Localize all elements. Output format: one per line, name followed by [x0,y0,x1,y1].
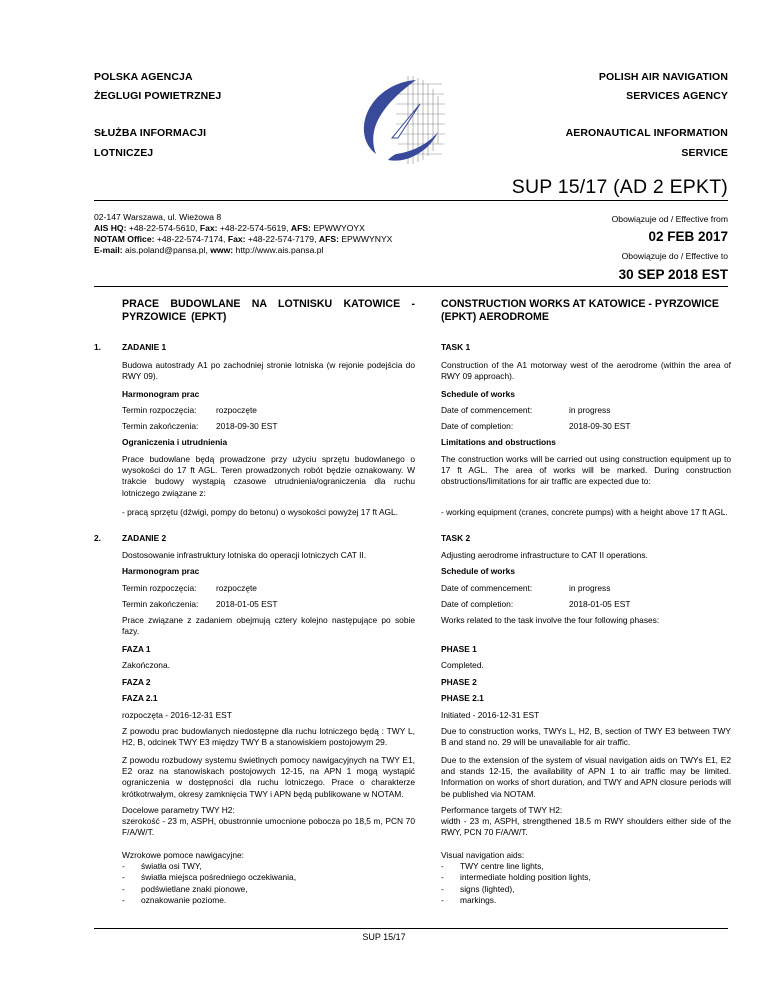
task1-schedule-pl: Harmonogram prac [122,389,200,399]
notam-office-line: NOTAM Office: +48-22-574-7174, Fax: +48-22-574-7179, AFS: EPWWYNYX [94,234,393,244]
list-item: - światła miejsca pośredniego oczekiwania, [122,872,415,883]
phase1-heading-en: PHASE 1 [441,644,477,654]
phase21-status-en: Initiated - 2016-12-31 EST [441,710,540,720]
task2-heading-en: TASK 2 [441,533,471,543]
list-item: - światła osi TWY, [122,861,415,872]
task1-end-value-en: 2018-09-30 EST [569,421,631,431]
org-name-en-line1: POLISH AIR NAVIGATION [598,71,728,83]
footer-page-id: SUP 15/17 [362,932,406,942]
email-link[interactable]: ais.poland@pansa.pl, [125,245,208,255]
phase21-closures-en: Due to construction works, TWYs L, H2, B, section of TWY E3 between TWY B and stand no. 29 will be unavailable for air traffic. [441,726,731,748]
task2-end-label-en: Date of completion: [441,599,514,609]
task1-schedule-en: Schedule of works [441,389,515,399]
effective-from-date: 02 FEB 2017 [648,229,728,244]
phase1-heading-pl: FAZA 1 [122,644,151,654]
task1-end-label-en: Date of completion: [441,421,514,431]
phase21-lighting-pl: Z powodu rozbudowy systemu świetlnych pomocy nawigacyjnych na TWY E1, E2 oraz na stanowiskach postojowych 12-15, na APN 1 mogą wystąpić ograniczenia w dostępności dla ruchu lotniczego. Prace o charakterze krótkotrwałym, okresy zamknięcia TWY i APN będą publikowane w NOTAM. [122,755,415,799]
visual-aids-title-en: Visual navigation aids: [441,850,525,860]
task1-limits-heading-pl: Ograniczenia i utrudnienia [122,437,228,447]
sup-identifier: SUP 15/17 (AD 2 EPKT) [511,176,728,198]
list-item: - podświetlane znaki pionowe, [122,884,415,895]
task1-limits-text-en: The construction works will be carried out using construction equipment up to 17 ft AGL. The area of works will be marked. During construction obstructions/limitations for air traffic are expected due to: [441,454,731,487]
task1-number: 1. [94,342,101,352]
footer-rule [94,928,728,929]
contact-block [94,212,474,256]
list-item: - markings. [441,895,731,906]
task1-equipment-en: - working equipment (cranes, concrete pumps) with a height above 17 ft AGL. [441,507,728,517]
task1-desc-pl: Budowa autostrady A1 po zachodniej stronie lotniska (w rejonie podejścia do RWY 09). [122,360,415,382]
phase21-status-pl: rozpoczęta - 2016-12-31 EST [122,710,232,720]
task1-start-label-pl: Termin rozpoczęcia: [122,405,197,415]
service-name-pl-line1: SŁUŻBA INFORMACJI [94,127,207,139]
task2-start-value-en: in progress [569,583,611,593]
task2-number: 2. [94,533,101,543]
visual-aids-en [441,850,731,906]
task2-desc-pl: Dostosowanie infrastruktury lotniska do operacji lotniczych CAT II. [122,550,367,560]
phase21-lighting-en: Due to the extension of the system of visual navigation aids on TWYs E1, E2 and stands 12-15, the availability of APN 1 to air traffic may be limited. Information on works of short duration, and TWY and APN closure periods will be published via NOTAM. [441,755,731,799]
effective-to-date: 30 SEP 2018 EST [618,267,728,282]
effective-to-label: Obowiązuje do / Effective to [621,251,728,261]
title-en: CONSTRUCTION WORKS AT KATOWICE - PYRZOWICE (EPKT) AERODROME [441,298,719,323]
task2-end-value-pl: 2018-01-05 EST [216,599,278,609]
service-name-en-line1: AERONAUTICAL INFORMATION [565,127,728,139]
task1-desc-en: Construction of the A1 motorway west of the aerodrome (within the area of RWY 09 approach). [441,360,731,382]
org-name-pl-line1: POLSKA AGENCJA [94,71,193,83]
pansa-logo-icon [358,74,446,166]
header-rule [94,200,728,201]
phase1-status-en: Completed. [441,660,484,670]
email-www-line: E-mail: ais.poland@pansa.pl, www: http://www.ais.pansa.pl [94,245,324,255]
phase21-heading-en: PHASE 2.1 [441,693,484,703]
task1-limits-text-pl: Prace budowlane będą prowadzone przy użyciu sprzętu budowlanego o wysokości do 17 ft AGL. Teren prowadzonych robót będzie oznakowany. W trakcie budowy wystąpią czasowe utrudnienia/ograniczenia dla ruchu lotniczego związane z: [122,454,415,498]
task2-heading-pl: ZADANIE 2 [122,533,167,543]
phase21-closures-pl: Z powodu prac budowlanych niedostępne dla ruchu lotniczego będą : TWY L, H2, B, odcinek TWY E3 między TWY B a stanowiskiem postojowym 29. [122,726,415,748]
phase1-status-pl: Zakończona. [122,660,170,670]
org-name-pl-line2: ŻEGLUGI POWIETRZNEJ [94,90,222,102]
task1-end-label-pl: Termin zakończenia: [122,421,199,431]
visual-aids-pl [122,850,415,906]
task1-start-label-en: Date of commencement: [441,405,533,415]
list-item: - intermediate holding position lights, [441,872,731,883]
www-link[interactable]: http://www.ais.pansa.pl [235,245,324,255]
task2-phases-intro-en: Works related to the task involve the four following phases: [441,615,660,625]
phase2-heading-pl: FAZA 2 [122,677,151,687]
list-item: - oznakowanie poziome. [122,895,415,906]
task1-heading-en: TASK 1 [441,342,471,352]
task2-start-value-pl: rozpoczęte [216,583,257,593]
validity-rule [94,286,728,287]
phase21-heading-pl: FAZA 2.1 [122,693,158,703]
task1-limits-heading-en: Limitations and obstructions [441,437,556,447]
service-name-en-line2: SERVICE [681,147,728,159]
address: 02-147 Warszawa, ul. Wieżowa 8 [94,212,222,222]
task1-start-value-pl: rozpoczęte [216,405,257,415]
title-pl: PRACE BUDOWLANE NA LOTNISKU KATOWICE - PYRZOWICE (EPKT) [122,298,415,323]
service-name-pl-line2: LOTNICZEJ [94,147,154,159]
task1-start-value-en: in progress [569,405,611,415]
task1-end-value-pl: 2018-09-30 EST [216,421,278,431]
twy-h2-targets-pl: Docelowe parametry TWY H2: szerokość - 23 m, ASPH, obustronnie umocnione pobocza po 18,5 m, PCN 70 F/A/W/T. [122,805,415,838]
task2-start-label-en: Date of commencement: [441,583,533,593]
task1-equipment-pl: - pracą sprzętu (dźwigi, pompy do betonu) o wysokości powyżej 17 ft AGL. [122,507,399,517]
task1-heading-pl: ZADANIE 1 [122,342,167,352]
effective-from-label: Obowiązuje od / Effective from [611,214,728,224]
list-item: - signs (lighted), [441,884,731,895]
task2-start-label-pl: Termin rozpoczęcia: [122,583,197,593]
phase2-heading-en: PHASE 2 [441,677,477,687]
ais-hq-line: AIS HQ: +48-22-574-5610, Fax: +48-22-574-5619, AFS: EPWWYOYX [94,223,365,233]
twy-h2-targets-en: Performance targets of TWY H2: width - 23 m, ASPH, strengthened 18.5 m RWY shoulders either side of the RWY, PCN 70 F/A/W/T. [441,805,731,838]
task2-phases-intro-pl: Prace związane z zadaniem obejmują cztery kolejno następujące po sobie fazy. [122,615,415,637]
task2-schedule-en: Schedule of works [441,566,515,576]
task2-end-label-pl: Termin zakończenia: [122,599,199,609]
org-name-en-line2: SERVICES AGENCY [626,90,728,102]
task2-desc-en: Adjusting aerodrome infrastructure to CAT II operations. [441,550,648,560]
visual-aids-title-pl: Wzrokowe pomoce nawigacyjne: [122,850,244,860]
task2-schedule-pl: Harmonogram prac [122,566,200,576]
list-item: - TWY centre line lights, [441,861,731,872]
task2-end-value-en: 2018-01-05 EST [569,599,631,609]
